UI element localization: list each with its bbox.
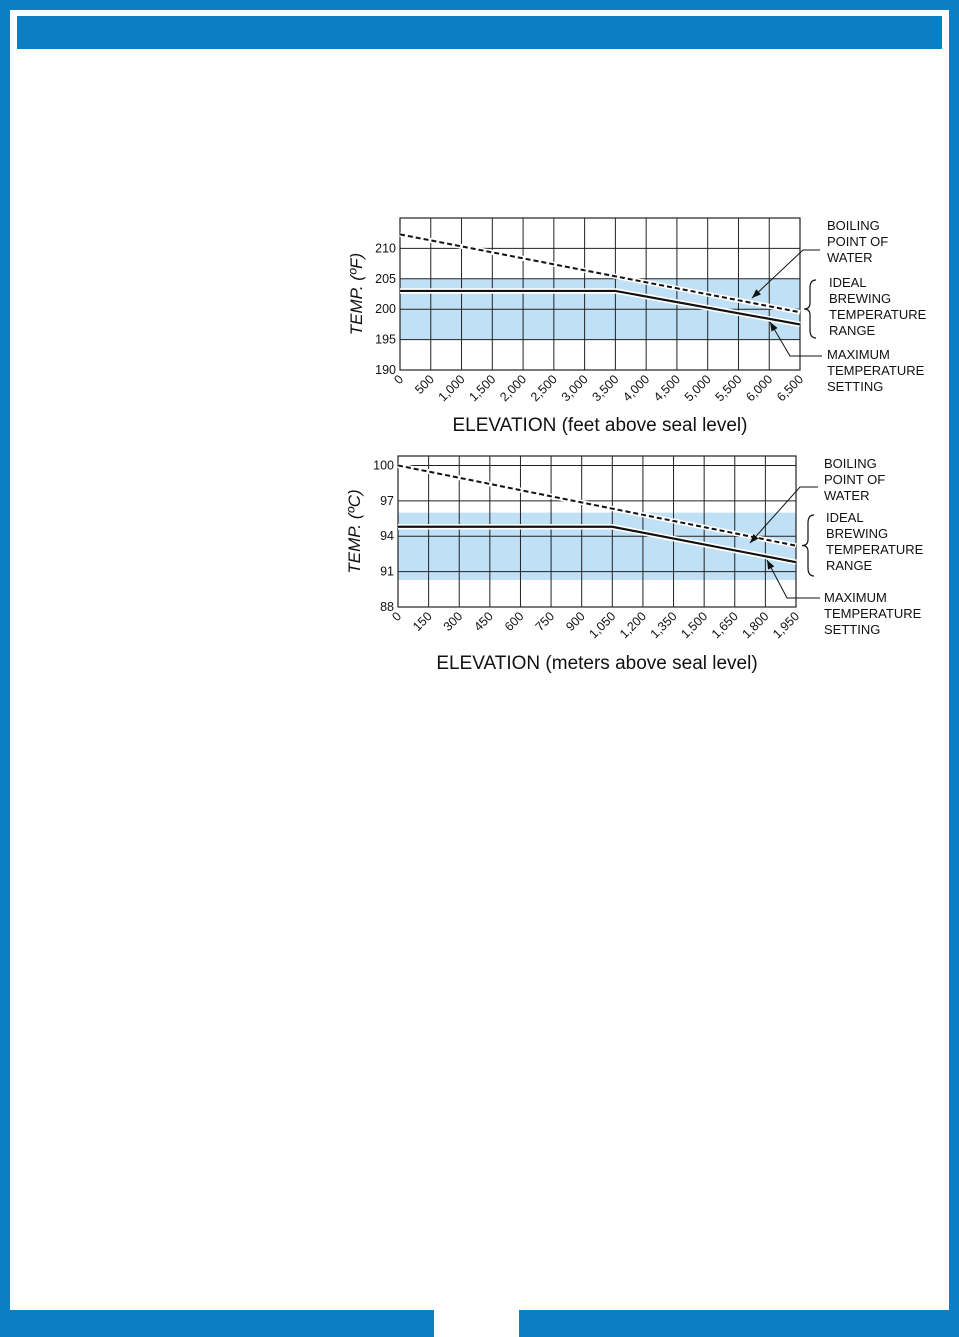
f-y-tick-label: 210 (375, 241, 396, 256)
c-range-annotation: IDEAL (826, 510, 864, 525)
c-y-axis-title: TEMP. (ºC) (345, 489, 364, 574)
f-y-tick-label: 195 (375, 332, 396, 347)
f-max-annotation: MAXIMUM (827, 347, 890, 362)
c-x-tick-label: 1,050 (586, 609, 619, 642)
c-boiling-annotation: POINT OF (824, 472, 886, 487)
c-x-tick-label: 600 (501, 609, 527, 634)
f-boiling-annotation: BOILING (827, 218, 880, 233)
c-x-tick-label: 900 (563, 609, 588, 634)
f-boiling-annotation: POINT OF (827, 234, 889, 249)
c-x-tick-label: 300 (440, 609, 466, 634)
c-x-tick-label: 1,200 (617, 609, 650, 642)
c-x-tick-label: 450 (471, 609, 496, 634)
f-y-tick-label: 200 (375, 302, 396, 317)
c-y-tick-label: 100 (373, 458, 394, 473)
f-x-tick-label: 5,000 (681, 372, 714, 405)
c-x-tick-label: 1,800 (739, 609, 772, 642)
c-range-annotation: TEMPERATURE (826, 542, 924, 557)
f-y-axis-title: TEMP. (ºF) (347, 252, 366, 336)
c-max-annotation: TEMPERATURE (824, 606, 922, 621)
f-boiling-annotation: WATER (827, 250, 873, 265)
f-range-annotation: TEMPERATURE (829, 307, 927, 322)
c-x-tick-label: 1,350 (647, 609, 680, 642)
c-max-annotation: SETTING (824, 622, 881, 637)
c-range-brace (802, 515, 814, 576)
c-range-annotation: RANGE (826, 558, 873, 573)
f-x-tick-label: 3,500 (589, 372, 622, 405)
f-x-tick-label: 6,500 (774, 372, 807, 405)
f-x-tick-label: 3,000 (558, 372, 591, 405)
f-range-annotation: RANGE (829, 323, 876, 338)
c-x-tick-label: 750 (532, 609, 558, 634)
f-x-tick-label: 1,500 (466, 372, 499, 405)
c-x-tick-label: 1,650 (708, 609, 741, 642)
f-max-annotation: TEMPERATURE (827, 363, 925, 378)
f-x-tick-label: 4,000 (620, 372, 653, 405)
c-boiling-annotation: BOILING (824, 456, 877, 471)
f-y-tick-label: 205 (375, 271, 396, 286)
c-x-tick-label: 1,950 (770, 609, 803, 642)
c-boiling-annotation: WATER (824, 488, 870, 503)
f-x-tick-label: 5,500 (712, 372, 745, 405)
c-x-axis-title: ELEVATION (meters above seal level) (436, 653, 758, 674)
f-y-tick-label: 190 (375, 363, 396, 377)
c-x-tick-label: 1,500 (678, 609, 711, 642)
c-x-tick-label: 150 (410, 609, 435, 634)
f-x-tick-label: 4,500 (651, 372, 684, 405)
f-max-annotation: SETTING (827, 379, 884, 394)
c-range-annotation: BREWING (826, 526, 889, 541)
f-x-tick-label: 500 (412, 372, 437, 397)
f-range-annotation: BREWING (829, 291, 892, 306)
f-x-tick-label: 2,000 (497, 372, 530, 405)
f-x-axis-title: ELEVATION (feet above seal level) (452, 415, 748, 436)
f-x-tick-label: 0 (391, 372, 407, 388)
f-x-tick-label: 1,000 (435, 372, 468, 405)
c-y-tick-label: 94 (380, 529, 394, 544)
f-x-tick-label: 2,500 (527, 372, 560, 405)
c-max-annotation: MAXIMUM (824, 590, 887, 605)
c-y-tick-label: 97 (380, 493, 394, 508)
c-y-tick-label: 88 (380, 600, 394, 614)
f-range-annotation: IDEAL (829, 275, 867, 290)
c-ideal-range-band (398, 513, 796, 580)
c-y-tick-label: 91 (380, 564, 394, 579)
f-x-tick-label: 6,000 (743, 372, 776, 405)
c-x-tick-label: 0 (389, 609, 405, 625)
